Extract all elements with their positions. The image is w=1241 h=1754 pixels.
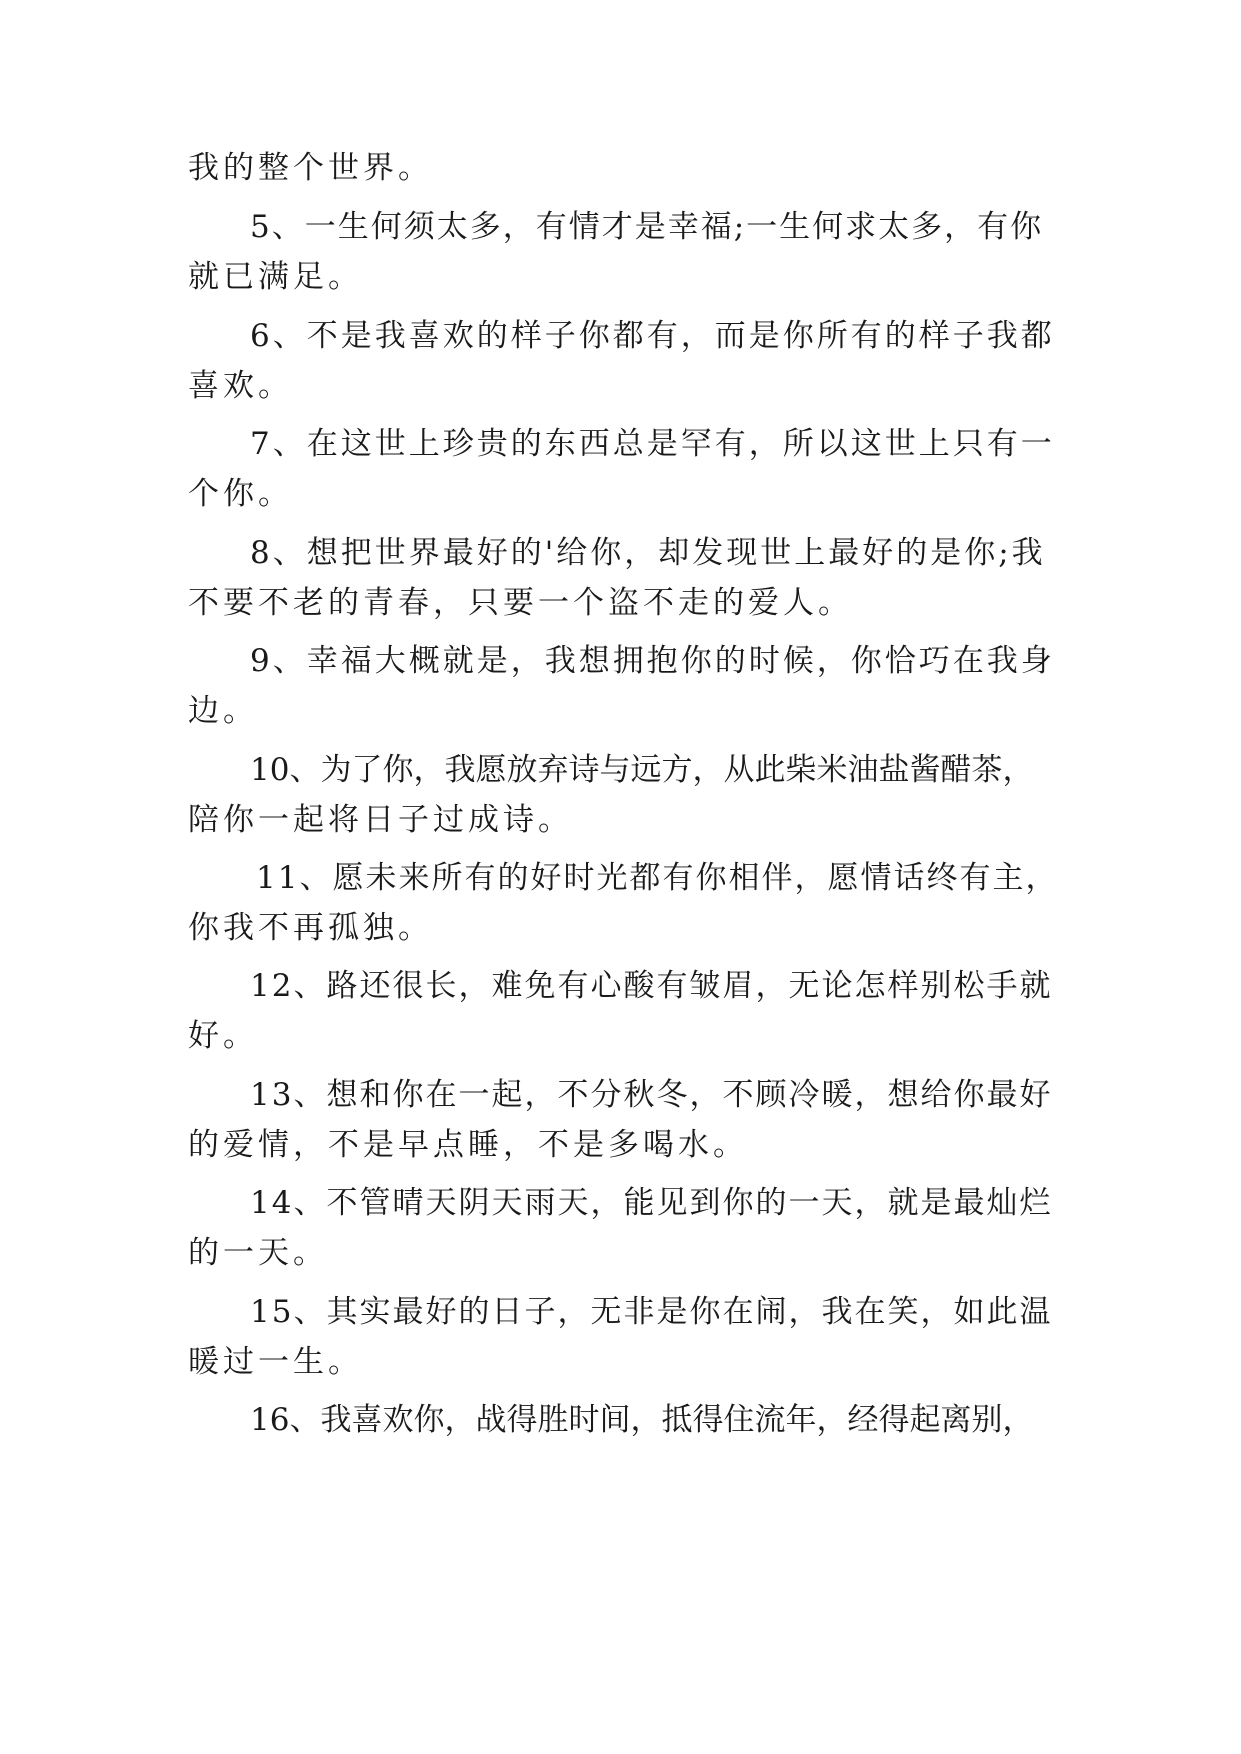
- paragraph-line: 11、愿未来所有的好时光都有你相伴，愿情话终有主，: [256, 860, 1059, 896]
- paragraph-line: 陪你一起将日子过成诗。: [188, 802, 573, 838]
- paragraph-line: 15、其实最好的日子，无非是你在闹，我在笑，如此温: [250, 1294, 1053, 1330]
- paragraph-line: 个你。: [188, 476, 293, 512]
- paragraph-line: 的爱情，不是早点睡，不是多喝水。: [188, 1127, 748, 1163]
- paragraph-line: 7、在这世上珍贵的东西总是罕有，所以这世上只有一: [250, 426, 1055, 462]
- paragraph-line: 不要不老的青春，只要一个盗不走的爱人。: [188, 585, 853, 621]
- paragraph-line: 就已满足。: [188, 259, 363, 295]
- paragraph-line: 8、想把世界最好的'给你，却发现世上最好的是你;我: [250, 535, 1046, 571]
- paragraph-line: 16、我喜欢你，战得胜时间，抵得住流年，经得起离别，: [250, 1402, 1034, 1438]
- paragraph-line: 喜欢。: [188, 368, 293, 404]
- paragraph-line: 你我不再孤独。: [188, 910, 433, 946]
- paragraph-line: 我的整个世界。: [188, 150, 433, 186]
- paragraph-line: 9、幸福大概就是，我想拥抱你的时候，你恰巧在我身: [250, 643, 1055, 679]
- paragraph-line: 6、不是我喜欢的样子你都有，而是你所有的样子我都: [250, 318, 1055, 354]
- paragraph-line: 14、不管晴天阴天雨天，能见到你的一天，就是最灿烂: [250, 1185, 1053, 1221]
- paragraph-line: 13、想和你在一起，不分秋冬，不顾冷暖，想给你最好: [250, 1077, 1053, 1113]
- paragraph-line: 边。: [188, 693, 258, 729]
- paragraph-line: 5、一生何须太多，有情才是幸福;一生何求太多，有你: [250, 209, 1044, 245]
- paragraph-line: 暖过一生。: [188, 1344, 363, 1380]
- paragraph-line: 10、为了你，我愿放弃诗与远方，从此柴米油盐酱醋茶，: [250, 752, 1034, 788]
- paragraph-line: 的一天。: [188, 1235, 328, 1271]
- paragraph-line: 好。: [188, 1018, 258, 1054]
- paragraph-line: 12、路还很长，难免有心酸有皱眉，无论怎样别松手就: [250, 968, 1053, 1004]
